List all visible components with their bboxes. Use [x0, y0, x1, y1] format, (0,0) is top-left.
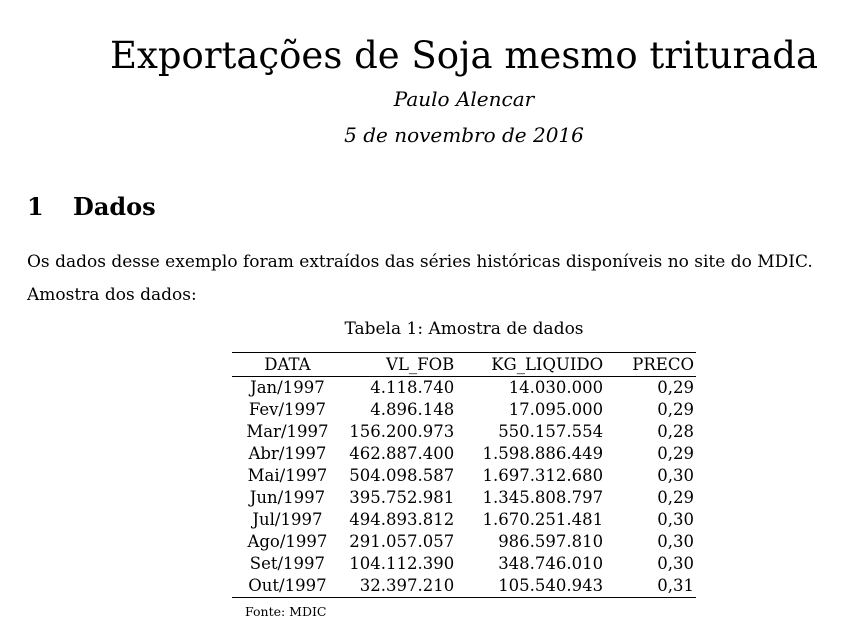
cell-vl-fob: 104.112.390: [349, 554, 455, 573]
table-row: [232, 553, 696, 575]
cell-vl-fob: 156.200.973: [349, 422, 455, 441]
paragraph-data-source: Os dados desse exemplo foram extraídos das séries históricas disponíveis no site do MDIC.: [27, 252, 813, 272]
cell-vl-fob: 291.057.057: [349, 532, 455, 551]
cell-preco: 0,30: [657, 510, 694, 529]
document-date: 5 de novembro de 2016: [344, 123, 584, 147]
table-row: [232, 399, 696, 421]
cell-vl-fob: 494.893.812: [349, 510, 455, 529]
table-row: [232, 443, 696, 465]
cell-kg-liquido: 105.540.943: [456, 575, 605, 598]
cell-kg-liquido: 14.030.000: [508, 378, 604, 397]
column-header-preco: PRECO: [605, 353, 696, 377]
cell-data: Jul/1997: [252, 510, 323, 529]
cell-kg-liquido: 17.095.000: [508, 400, 604, 419]
column-header-data: DATA: [232, 353, 343, 377]
column-header-vl-fob: VL_FOB: [343, 353, 456, 377]
cell-data: Set/1997: [249, 554, 326, 573]
cell-preco: 0,30: [657, 554, 694, 573]
cell-vl-fob: 504.098.587: [349, 466, 455, 485]
table-row: [232, 465, 696, 487]
cell-preco: 0,28: [657, 422, 694, 441]
cell-kg-liquido: 348.746.010: [498, 554, 604, 573]
cell-vl-fob: 395.752.981: [349, 488, 455, 507]
cell-preco: 0,29: [657, 444, 694, 463]
cell-kg-liquido: 986.597.810: [498, 532, 604, 551]
cell-preco: 0,30: [657, 532, 694, 551]
cell-data: Out/1997: [232, 575, 343, 598]
cell-data: Ago/1997: [247, 532, 328, 551]
cell-data: Jun/1997: [249, 488, 326, 507]
table-row: [232, 487, 696, 509]
data-table-container: [232, 352, 696, 598]
cell-data: Abr/1997: [248, 444, 327, 463]
data-table: [232, 352, 696, 598]
table-row: [232, 377, 696, 400]
cell-vl-fob: 4.118.740: [370, 378, 455, 397]
table-row: [232, 575, 696, 598]
cell-vl-fob: 462.887.400: [349, 444, 455, 463]
paragraph-sample-intro: Amostra dos dados:: [27, 285, 197, 305]
section-number: 1: [27, 192, 44, 221]
cell-data: Mar/1997: [246, 422, 329, 441]
section-title: Dados: [73, 192, 156, 221]
table-row: [232, 421, 696, 443]
cell-preco: 0,29: [657, 400, 694, 419]
cell-kg-liquido: 1.670.251.481: [482, 510, 604, 529]
cell-preco: 0,31: [605, 575, 696, 598]
document-author: Paulo Alencar: [393, 87, 535, 111]
section-heading: [27, 192, 156, 222]
cell-data: Fev/1997: [248, 400, 327, 419]
cell-kg-liquido: 1.345.808.797: [482, 488, 604, 507]
table-caption: Tabela 1: Amostra de dados: [344, 319, 584, 339]
cell-data: Jan/1997: [250, 378, 325, 397]
cell-kg-liquido: 1.598.886.449: [482, 444, 604, 463]
table-header-row: [232, 353, 696, 377]
cell-kg-liquido: 550.157.554: [498, 422, 604, 441]
table-row: [232, 531, 696, 553]
cell-vl-fob: 32.397.210: [343, 575, 456, 598]
column-header-kg-liquido: KG_LIQUIDO: [456, 353, 605, 377]
cell-preco: 0,29: [657, 378, 694, 397]
cell-vl-fob: 4.896.148: [370, 400, 455, 419]
cell-preco: 0,29: [657, 488, 694, 507]
table-row: [232, 509, 696, 531]
cell-preco: 0,30: [657, 466, 694, 485]
document-title: Exportações de Soja mesmo triturada: [109, 34, 819, 77]
cell-data: Mai/1997: [247, 466, 328, 485]
cell-kg-liquido: 1.697.312.680: [482, 466, 604, 485]
table-source-note: Fonte: MDIC: [245, 604, 327, 619]
